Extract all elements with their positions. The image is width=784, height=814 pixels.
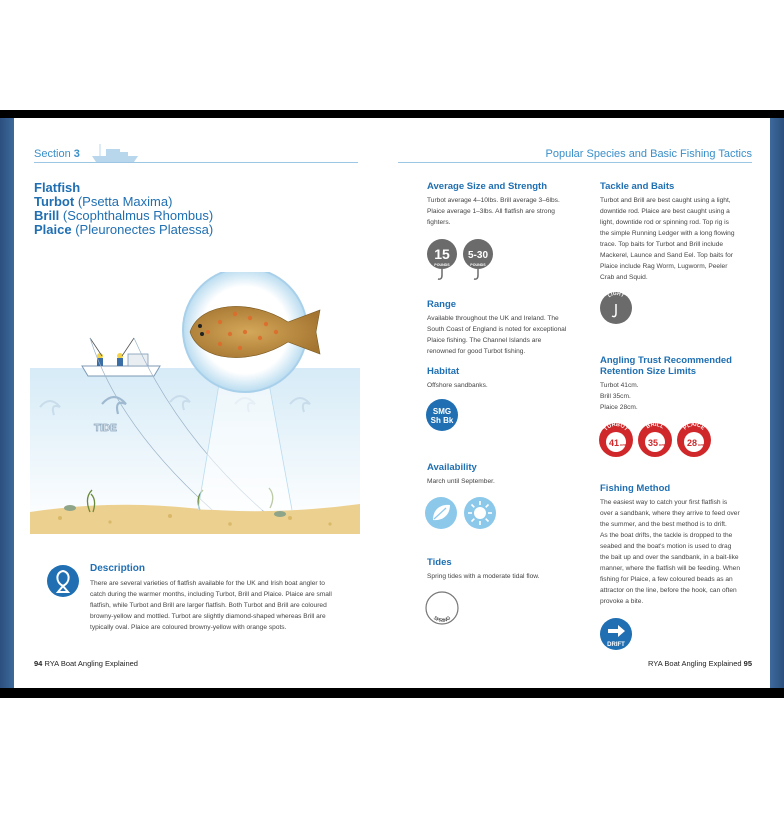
section-number: 3 xyxy=(73,148,80,160)
svg-text:35: 35 xyxy=(647,438,659,448)
left-page-number: 94 xyxy=(34,659,43,668)
right-footer-text: RYA Boat Angling Explained xyxy=(648,659,742,668)
availability-text: March until September. xyxy=(427,478,495,485)
left-footer xyxy=(34,659,138,668)
section-header xyxy=(34,148,80,160)
svg-text:41: 41 xyxy=(608,438,620,448)
svg-text:TIDE: TIDE xyxy=(94,423,117,434)
svg-text:15: 15 xyxy=(434,246,450,262)
svg-text:SMG: SMG xyxy=(432,407,452,416)
svg-text:Sh Bk: Sh Bk xyxy=(430,416,454,425)
right-header-rule xyxy=(398,162,752,163)
svg-text:TURBOT: TURBOT xyxy=(603,421,629,433)
turbot-limit-badge xyxy=(599,422,633,457)
boat-icon xyxy=(90,143,142,163)
left-header-rule xyxy=(34,162,358,163)
habitat-title: Habitat xyxy=(427,366,460,377)
flatfish-icon xyxy=(46,564,80,598)
description-title: Description xyxy=(90,563,146,574)
species-turbot: Turbot (Psetta Maxima) xyxy=(34,194,173,209)
average-size-title: Average Size and Strength xyxy=(427,181,548,192)
svg-text:SPRING: SPRING xyxy=(432,615,452,625)
svg-text:LIGHT: LIGHT xyxy=(606,290,626,300)
availability-title: Availability xyxy=(427,462,477,473)
retention-size-badges xyxy=(598,420,714,462)
bottom-black-band xyxy=(0,688,784,698)
tackle-title: Tackle and Baits xyxy=(600,181,675,192)
fishing-scene-illustration xyxy=(30,272,360,552)
svg-text:DRIFT: DRIFT xyxy=(607,642,625,648)
sun-icon xyxy=(463,496,497,530)
tackle-text: Turbot and Brill are best caught using a light, downtide rod. Plaice are best caught using a light, downtide rod or spinning rod. Top rig is the simple Running Ledger with a long flowing trace. Top baits for Turbot and Brill include Mackerel, Launce and Sand Eel. Top baits for Plaice include Rag Worm, Lugworm, Peeler Crab and Squid. xyxy=(600,197,735,281)
retention-text: Turbot 41cm. Brill 35cm. Plaice 28cm. xyxy=(600,382,639,411)
species-brill: Brill (Scophthalmus Rhombus) xyxy=(34,208,214,223)
brill-limit-badge xyxy=(638,422,672,457)
svg-text:PLAICE: PLAICE xyxy=(682,421,706,432)
svg-text:cm: cm xyxy=(620,442,626,447)
group-title: Flatfish xyxy=(34,180,81,195)
tides-title: Tides xyxy=(427,557,452,568)
habitat-text: Offshore sandbanks. xyxy=(427,382,488,389)
right-page-number: 95 xyxy=(743,659,752,668)
svg-text:cm: cm xyxy=(698,442,704,447)
average-size-text: Turbot average 4–10lbs. Brill average 3–6lbs. Plaice average 1–3lbs. All flatfish are strong fighters. xyxy=(427,197,560,226)
top-black-band xyxy=(0,110,784,118)
weight-badges xyxy=(426,237,496,283)
description-text: There are several varieties of flatfish available for the UK and Irish boat angler to catch during the warmer months, including Turbot, Brill and Plaice. Plaice are small flatfish, while Turbot and Brill are larger flatfish. Both Turbot and Brill are coloured browny-yellow and mottled. Turbot are slightly diamond-shaped whereas Brill are typically oval. Plaice are coloured browny-yellow with orange spots. xyxy=(90,580,332,631)
right-footer xyxy=(648,659,752,668)
fishing-method-title: Fishing Method xyxy=(600,483,671,494)
chapter-header: Popular Species and Basic Fishing Tactics xyxy=(545,148,752,160)
left-footer-text: RYA Boat Angling Explained xyxy=(44,659,138,668)
svg-text:POUNDS: POUNDS xyxy=(434,263,450,267)
svg-text:28: 28 xyxy=(686,438,698,448)
tides-text: Spring tides with a moderate tidal flow. xyxy=(427,573,540,580)
svg-text:5-30: 5-30 xyxy=(467,250,489,261)
svg-text:cm: cm xyxy=(659,442,665,447)
range-text: Available throughout the UK and Ireland. The South Coast of England is noted for exceptional Plaice fishing. The Channel Islands are renowned for good Turbot fishing. xyxy=(427,315,567,355)
boat-drawing xyxy=(82,338,160,376)
fishing-method-text: The easiest way to catch your first flatfish is over a sandbank, where they arrive to feed over the summer, and the best method is to drift. As the boat drifts, the tackle is dropped to the seabed and the boat's motion is used to drag the bait up and over the sandbank, in a bait-like manner, where the flatfish will be feeding. When fishing for Plaice, a few coloured beads as an attractor on the line, before the hook, can often provoke a bite. xyxy=(600,499,741,605)
species-title-block xyxy=(34,181,213,237)
range-title: Range xyxy=(427,299,457,310)
svg-text:POUNDS: POUNDS xyxy=(470,263,486,267)
section-label: Section xyxy=(34,148,71,160)
spring-tide-badge xyxy=(424,590,460,626)
retention-title: Angling Trust Recommended Retention Size Limits xyxy=(600,355,732,377)
habitat-badge xyxy=(425,398,459,432)
svg-text:BRILL: BRILL xyxy=(645,421,665,431)
leaf-icon xyxy=(424,496,458,530)
light-rod-badge xyxy=(598,290,634,326)
plaice-limit-badge xyxy=(677,422,711,457)
species-plaice: Plaice (Pleuronectes Platessa) xyxy=(34,222,214,237)
drift-badge xyxy=(598,616,634,652)
